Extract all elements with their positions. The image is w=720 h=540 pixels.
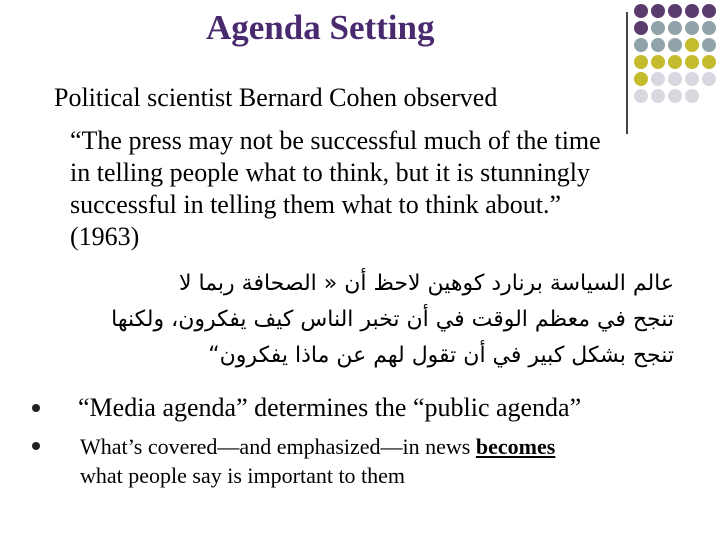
quote-line-4: (1963) bbox=[70, 222, 140, 251]
decorative-dot bbox=[634, 89, 648, 103]
arabic-line-3: تنجح بشكل كبير في أن تقول لهم عن ماذا يفكرون“ bbox=[208, 343, 674, 368]
decorative-dot bbox=[668, 89, 682, 103]
decorative-dot bbox=[651, 21, 665, 35]
decorative-dot bbox=[651, 38, 665, 52]
arabic-line-1: عالم السياسة برنارد كوهين لاحظ أن « الصحافة ربما لا bbox=[178, 271, 674, 296]
decorative-dot bbox=[651, 72, 665, 86]
decorative-dot bbox=[702, 21, 716, 35]
arabic-line-2: تنجح في معظم الوقت في أن تخبر الناس كيف يفكرون، ولكنها bbox=[111, 307, 674, 332]
decorative-dot bbox=[634, 38, 648, 52]
intro-text: Political scientist Bernard Cohen observed bbox=[54, 83, 498, 112]
decorative-dot bbox=[702, 72, 716, 86]
bullet-text-2 bbox=[80, 432, 555, 490]
decorative-dot bbox=[685, 89, 699, 103]
quote-line-1: “The press may not be successful much of the time bbox=[70, 126, 601, 155]
quote-line-2: in telling people what to think, but it is stunningly bbox=[70, 158, 590, 187]
slide-title: Agenda Setting bbox=[206, 8, 435, 47]
decorative-dot bbox=[668, 4, 682, 18]
decorative-dot bbox=[668, 55, 682, 69]
decorative-dot bbox=[634, 4, 648, 18]
decorative-dot bbox=[702, 55, 716, 69]
decorative-divider bbox=[626, 12, 628, 134]
bullet-2-text-end: what people say is important to them bbox=[80, 463, 406, 488]
decorative-dot bbox=[685, 55, 699, 69]
bullet-marker-2 bbox=[32, 442, 40, 450]
bullet-2-emphasis: becomes bbox=[475, 434, 556, 459]
decorative-dot bbox=[702, 38, 716, 52]
decorative-dot bbox=[685, 4, 699, 18]
decorative-dot bbox=[634, 72, 648, 86]
decorative-dot bbox=[668, 21, 682, 35]
decorative-dot bbox=[685, 21, 699, 35]
decorative-dot bbox=[685, 72, 699, 86]
decorative-dot bbox=[634, 55, 648, 69]
decorative-dot bbox=[634, 21, 648, 35]
decorative-dot bbox=[651, 89, 665, 103]
bullet-2-text-start: What’s covered—and emphasized—in news bbox=[80, 434, 476, 459]
decorative-dot bbox=[668, 72, 682, 86]
decorative-dot bbox=[702, 4, 716, 18]
decorative-dot-grid bbox=[634, 4, 720, 114]
decorative-dot bbox=[651, 4, 665, 18]
decorative-dot bbox=[668, 38, 682, 52]
decorative-dot bbox=[685, 38, 699, 52]
decorative-dot bbox=[651, 55, 665, 69]
bullet-text-1: “Media agenda” determines the “public agenda” bbox=[78, 393, 582, 422]
bullet-marker-1 bbox=[32, 404, 40, 412]
quote-line-3: successful in telling them what to think about.” bbox=[70, 190, 562, 219]
